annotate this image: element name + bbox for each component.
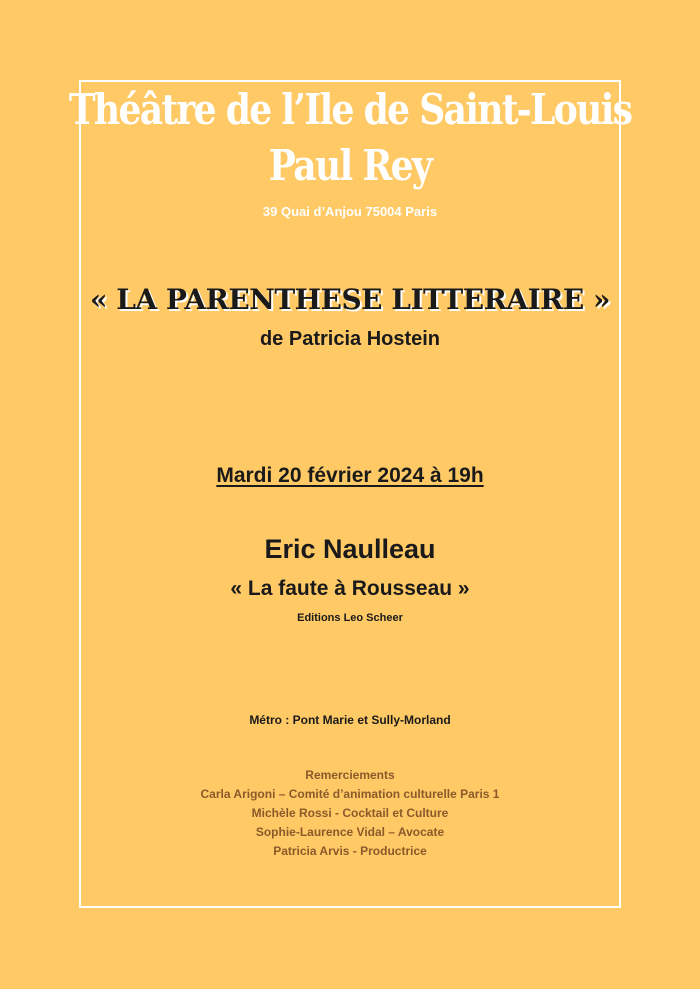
acknowledgements <box>0 766 700 861</box>
acknowledgement-line: Michèle Rossi - Cocktail et Culture <box>251 806 449 820</box>
metro-info: Métro : Pont Marie et Sully-Morland <box>249 713 451 727</box>
guest-name: Eric Naulleau <box>264 534 436 564</box>
acknowledgement-line: Sophie-Laurence Vidal – Avocate <box>255 825 445 839</box>
show-author: de Patricia Hostein <box>259 328 441 350</box>
publisher: Editions Leo Scheer <box>297 612 403 624</box>
event-date-text: Mardi 20 février 2024 à 19h <box>216 464 484 487</box>
theatre-address: 39 Quai d’Anjou 75004 Paris <box>262 204 438 219</box>
theatre-subtitle: Paul Rey <box>268 141 432 190</box>
acknowledgement-line: Patricia Arvis - Productrice <box>273 844 427 858</box>
acknowledgements-heading: Remerciements <box>305 768 395 782</box>
show-title: « LA PARENTHESE LITTERAIRE » <box>89 283 611 316</box>
book-title: « La faute à Rousseau » <box>230 577 470 600</box>
event-date <box>0 462 700 490</box>
acknowledgement-line: Carla Arigoni – Comité d’animation culturelle Paris 1 <box>200 787 500 801</box>
theatre-name: Théâtre de l’Ile de Saint-Louis <box>68 85 632 134</box>
